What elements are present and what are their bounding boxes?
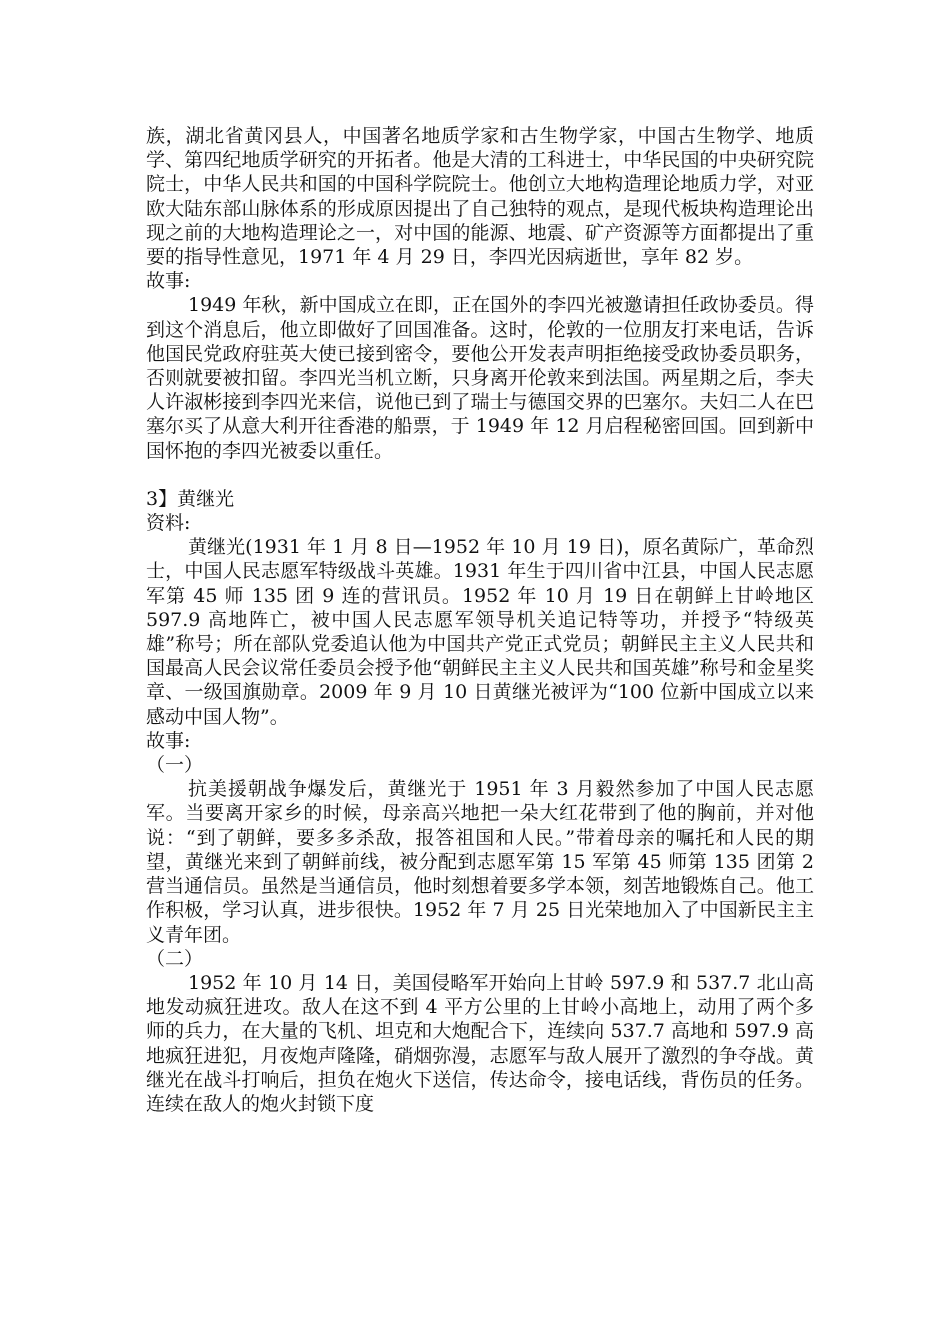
section-heading: 3】黄继光 — [146, 487, 235, 510]
bio-paragraph-li-siguang: 族，湖北省黄冈县人，中国著名地质学家和古生物学家，中国古生物学、地质学、第四纪地质学研究的开拓者。他是大清的工科进士，中华民国的中央研究院院士，中华人民共和国的中国科学院院士。他创立大地构造理论地质力学，对亚欧大陆东部山脉体系的形成原因提出了自己独特的观点，是现代板块构造理论出现之前的大地构造理论之一，对中国的能源、地震、矿产资源等方面都提出了重要的指导性意见，1971 年 4 月 29 日，李四光因病逝世，享年 82 岁。 — [146, 125, 814, 269]
part-label-one: （一） — [146, 754, 204, 777]
bio-paragraph-huang-jiguang: 黄继光(1931 年 1 月 8 日—1952 年 10 月 19 日)，原名黄际广，革命烈士，中国人民志愿军特级战斗英雄。1931 年生于四川省中江县，中国人民志愿军第 45 师 135 团 9 连的营讯员。1952 年 10 月 19 日在朝鲜上甘岭地区 597.9 高地阵亡，被中国人民志愿军领导机关追记特等功，并授予“特级英雄”称号；所在部队党委追认他为中国共产党正式党员；朝鲜民主主义人民共和国最高人民会议常任委员会授予他“朝鲜民主主义人民共和国英雄”称号和金星奖章、一级国旗勋章。2009 年 9 月 10 日黄继光被评为“100 位新中国成立以来感动中国人物”。 — [146, 536, 814, 728]
story-paragraph-part-two: 1952 年 10 月 14 日，美国侵略军开始向上甘岭 597.9 和 537.7 北山高地发动疯狂进攻。敌人在这不到 4 平方公里的上甘岭小高地上，动用了两个多师的兵力，在大量的飞机、坦克和大炮配合下，连续向 537.7 高地和 597.9 高地疯狂进犯，月夜炮声隆隆，硝烟弥漫，志愿军与敌人展开了激烈的争夺战。黄继光在战斗打响后，担负在炮火下送信，传达命令，接电话线，背伤员的任务。连续在敌人的炮火封锁下度 — [146, 971, 814, 1115]
story-label: 故事: — [146, 729, 191, 752]
story-label: 故事: — [146, 270, 191, 293]
section-spacer — [146, 463, 814, 487]
story-paragraph-part-one: 抗美援朝战争爆发后，黄继光于 1951 年 3 月毅然参加了中国人民志愿军。当要离开家乡的时候，母亲高兴地把一朵大红花带到了他的胸前，并对他说：“到了朝鲜，要多多杀敌，报答祖国和人民。”带着母亲的嘱托和人民的期望，黄继光来到了朝鲜前线，被分配到志愿军第 15 军第 45 师第 135 团第 2 营当通信员。虽然是当通信员，他时刻想着要多学本领，刻苦地锻炼自己。他工作积极，学习认真，进步很快。1952 年 7 月 25 日光荣地加入了中国新民主主义青年团。 — [146, 778, 814, 946]
document-page — [146, 124, 814, 1116]
story-paragraph-li-siguang: 1949 年秋，新中国成立在即，正在国外的李四光被邀请担任政协委员。得到这个消息后，他立即做好了回国准备。这时，伦敦的一位朋友打来电话，告诉他国民党政府驻英大使已接到密令，要他公开发表声明拒绝接受政协委员职务，否则就要被扣留。李四光当机立断，只身离开伦敦来到法国。两星期之后，李夫人许淑彬接到李四光来信，说他已到了瑞士与德国交界的巴塞尔。夫妇二人在巴塞尔买了从意大利开往香港的船票，于 1949 年 12 月启程秘密回国。回到新中国怀抱的李四光被委以重任。 — [146, 294, 814, 462]
part-label-two: （二） — [146, 947, 204, 970]
bio-label: 资料: — [146, 512, 191, 535]
